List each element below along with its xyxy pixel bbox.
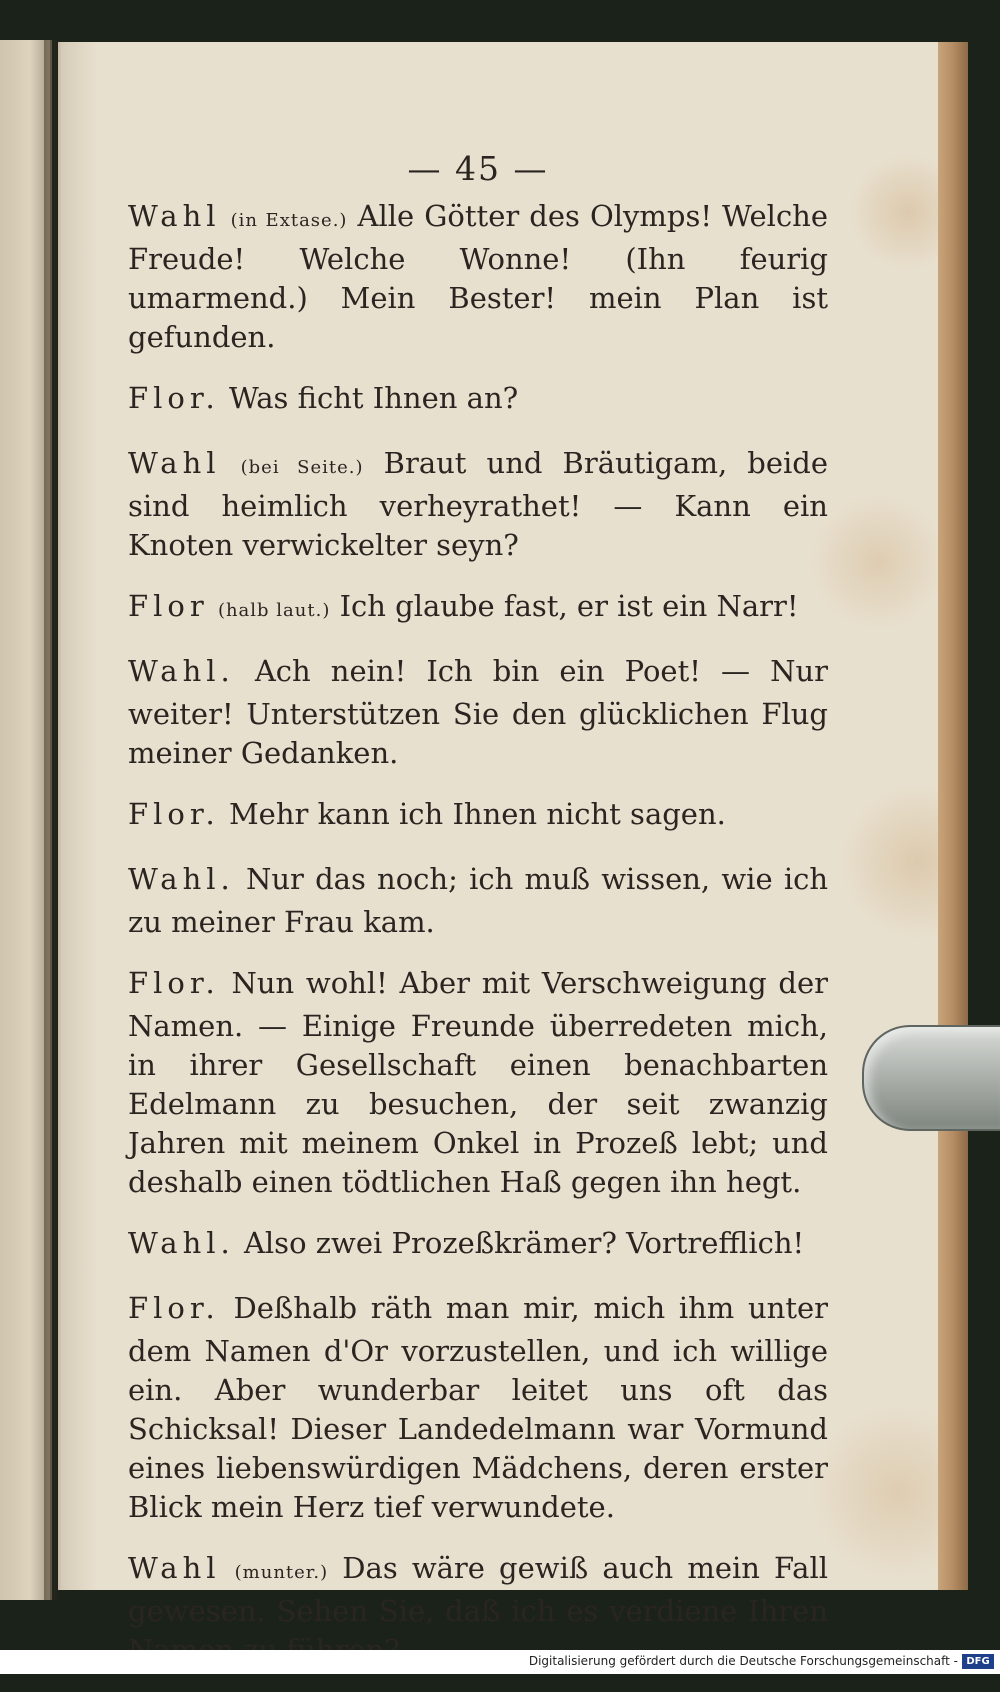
- speaker-name: Flor.: [128, 381, 220, 415]
- dialogue-paragraph: [128, 1224, 828, 1267]
- speaker-name: Wahl: [128, 1551, 221, 1585]
- speaker-name: Wahl.: [128, 1226, 235, 1260]
- dialogue-text: Alle Götter des Olymps! Welche Freude! Welche Wonne! (Ihn feurig umarmend.) Mein Bester! mein Plan ist gefunden.: [128, 199, 829, 354]
- digitization-footer: [0, 1650, 1000, 1674]
- dialogue-paragraph: [128, 379, 828, 422]
- speaker-name: Flor: [128, 589, 209, 623]
- dialogue-text: Das wäre gewiß auch mein Fall gewesen. Sehen Sie, daß ich es verdiene Ihren: [128, 1551, 829, 1628]
- speaker-name: Wahl: [128, 199, 221, 233]
- stage-direction: (bei Seite.): [240, 457, 364, 478]
- page-edge: [938, 42, 968, 1590]
- dialogue-text: Braut und Bräutigam, beide sind heimlich verheyrathet! — Kann ein Knoten verwickelter seyn?: [128, 446, 828, 562]
- dfg-logo: DFG: [962, 1654, 994, 1669]
- gutter-shadow: [44, 40, 62, 1600]
- dialogue-text: Nun wohl! Aber mit Verschweigung der Namen. — Einige Freunde überredeten mich, in ihrer Gesellschaft einen benachbarten Edelmann zu besuchen, der seit zwanzig Jahren mit meinem Onkel in Prozeß lebt; und deshalb einen tödtlichen Haß gegen ihn hegt.: [128, 966, 828, 1199]
- stage-direction: (in Extase.): [230, 210, 348, 231]
- page-clip: [862, 1025, 1000, 1131]
- dialogue-text: Was ficht Ihnen an?: [228, 381, 519, 415]
- stage-direction: (munter.): [234, 1562, 329, 1583]
- dialogue-text: Nur das noch; ich muß wissen, wie ich zu meiner Frau kam.: [128, 862, 829, 939]
- page-text: [128, 145, 828, 1692]
- page-number: — 45 —: [407, 149, 549, 188]
- dialogue-paragraph: [128, 795, 828, 838]
- dialogue-text: Mehr kann ich Ihnen nicht sagen.: [228, 797, 726, 831]
- speaker-name: Flor.: [128, 1291, 220, 1325]
- dialogue-paragraph: [128, 860, 828, 942]
- dialogue-paragraph: [128, 964, 828, 1202]
- dialogue-text: Also zwei Prozeßkrämer? Vortrefflich!: [243, 1226, 805, 1260]
- speaker-name: Flor.: [128, 797, 220, 831]
- dialogue-text: Ich glaube fast, er ist ein Narr!: [339, 589, 799, 623]
- speaker-name: Wahl: [128, 446, 221, 480]
- dialogue-paragraph: [128, 1289, 828, 1527]
- footer-credit: Digitalisierung gefördert durch die Deutsche Forschungsgemeinschaft -: [528, 1654, 958, 1668]
- dialogue-paragraph: [128, 444, 828, 565]
- dialogue-paragraph: [128, 587, 828, 630]
- dialogue-paragraph: [128, 652, 828, 773]
- dialogue-paragraph: [128, 197, 828, 357]
- dialogue-text: Ach nein! Ich bin ein Poet! — Nur weiter! Unterstützen Sie den glücklichen Flug meiner Gedanken.: [128, 654, 828, 770]
- speaker-name: Wahl.: [128, 654, 235, 688]
- speaker-name: Wahl.: [128, 862, 235, 896]
- speaker-name: Flor.: [128, 966, 220, 1000]
- dialogue-text: Deßhalb räth man mir, mich ihm unter dem Namen d'Or vorzustellen, und ich willige ein. Aber wunderbar leitet uns oft das Schicksal! Dieser Landedelmann war Vormund eines liebenswürdigen Mädchens, deren erster Blick mein Herz tief verwundete.: [128, 1291, 829, 1524]
- stage-direction: (halb laut.): [217, 600, 331, 621]
